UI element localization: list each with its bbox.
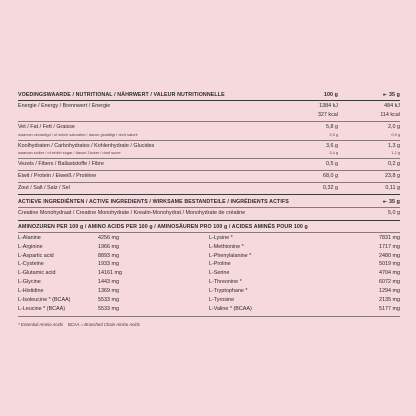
amino-value: 5533 mg <box>98 297 119 304</box>
amino-footnote: * Essential Amino Acids BCAA = Branched Chain Amino Acids <box>18 321 140 327</box>
carbs-serving: 1,3 g <box>388 142 400 149</box>
protein-100g: 68,0 g <box>323 172 338 179</box>
amino-name: L-Tyrosine <box>209 297 235 304</box>
amino-value: 4256 mg <box>98 234 119 241</box>
amino-name: L-Valine * (BCAA) <box>209 306 252 312</box>
salt-label: Zout / Salt / Salz / Sel <box>18 184 70 191</box>
amino-row <box>18 296 209 305</box>
amino-value: 2135 mg <box>379 297 400 304</box>
amino-value: 1717 mg <box>379 243 400 250</box>
nutrition-header-row <box>18 92 400 100</box>
active-header: ACTIEVE INGREDIËNTEN / ACTIVE INGREDIENTS / WIRKSAME BESTANDTEILE / INGRÉDIENTS ACTIFS <box>18 199 289 206</box>
energy-kcal-serving: 114 kcal <box>380 111 400 118</box>
amino-row <box>209 252 400 261</box>
energy-kj-serving: 484 kJ <box>384 103 400 109</box>
amino-name: L-Arginine <box>18 243 43 250</box>
salt-serving: 0,11 g <box>385 184 400 191</box>
serving-arrow-icon: ⇤ <box>383 92 387 97</box>
amino-value: 5177 mg <box>379 306 400 312</box>
fibre-serving: 0,2 g <box>388 161 400 168</box>
sugar-serving: 1,2 g <box>391 150 400 156</box>
amino-row <box>209 234 400 243</box>
amino-value: 1294 mg <box>379 288 400 295</box>
energy-kj-100g: 1384 kJ <box>319 103 338 109</box>
creatine-label: Creatine Monohydraat / Creatine Monohydrate / Kreatin-Monohydrat / Monohydrate de créatine <box>18 210 246 217</box>
amino-row <box>209 260 400 269</box>
fat-label: Vet / Fat / Fett / Graisse <box>18 124 75 131</box>
amino-value: 5533 mg <box>98 306 119 312</box>
amino-value: 5019 mg <box>379 261 400 268</box>
amino-header-row <box>18 221 400 232</box>
amino-value: 4704 mg <box>379 270 400 277</box>
energy-kcal-100g: 327 kcal <box>317 111 338 118</box>
nutrition-header: VOEDINGSWAARDE / NUTRITIONAL / NÄHRWERT / VALEUR NUTRITIONNELLE <box>18 92 225 98</box>
amino-value: 2480 mg <box>379 252 400 259</box>
amino-row <box>18 305 209 314</box>
amino-row <box>209 296 400 305</box>
amino-left-column <box>18 234 209 314</box>
fat-100g: 5,8 g <box>326 124 338 131</box>
amino-row <box>18 269 209 278</box>
sugar-100g: 3,4 g <box>329 150 338 156</box>
serving-arrow-icon: ⇤ <box>383 199 387 205</box>
amino-name: L-Leucine * (BCAA) <box>18 306 66 312</box>
salt-100g: 0,32 g <box>323 184 338 191</box>
protein-label: Eiwit / Protein / Eiweiß / Protéine <box>18 172 97 179</box>
saturated-fat-100g: 2,5 g <box>329 131 338 137</box>
carbs-100g: 3,6 g <box>326 142 338 149</box>
amino-header: AMINOZUREN PER 100 g / AMINO ACIDS PER 100 g / AMINOSÄUREN PRO 100 g / ACIDES AMINÉS POUR 100 g <box>18 223 308 230</box>
amino-row <box>209 305 400 314</box>
amino-value: 8893 mg <box>98 252 119 259</box>
amino-row <box>209 278 400 287</box>
saturated-fat-row <box>18 132 400 138</box>
col-100g-header: 100 g <box>323 92 338 98</box>
amino-value: 14161 mg <box>98 270 122 277</box>
amino-name: L-Isoleucine * (BCAA) <box>18 297 71 304</box>
amino-name: L-Histidine <box>18 288 44 295</box>
amino-value: 1443 mg <box>98 279 119 286</box>
amino-name: L-Methionine * <box>209 243 244 250</box>
fat-row <box>18 123 400 132</box>
fibre-label: Vezels / Fibers / Ballaststoffe / Fibre <box>18 161 104 168</box>
amino-row <box>18 252 209 261</box>
energy-kcal-row <box>18 111 400 120</box>
amino-row <box>209 243 400 252</box>
amino-right-column <box>209 234 400 314</box>
amino-value: 7831 mg <box>379 234 400 241</box>
creatine-row <box>18 208 400 218</box>
amino-name: L-Glutamic acid <box>18 270 56 277</box>
fibre-row <box>18 159 400 169</box>
amino-name: L-Threonine * <box>209 279 242 286</box>
amino-row <box>18 243 209 252</box>
amino-value: 1933 mg <box>98 261 119 268</box>
amino-name: L-Tryptophane * <box>209 288 248 295</box>
amino-row <box>18 287 209 296</box>
col-serving-label: 35 g <box>389 92 400 98</box>
fat-serving: 2,0 g <box>388 124 400 131</box>
amino-value: 1369 mg <box>98 288 119 295</box>
energy-row <box>18 102 400 111</box>
amino-row <box>209 269 400 278</box>
amino-row <box>18 260 209 269</box>
protein-row <box>18 171 400 181</box>
amino-name: L-Cysteine <box>18 261 44 268</box>
active-header-row <box>18 195 400 207</box>
saturated-fat-serving: 0,9 g <box>391 131 400 137</box>
amino-value: 6072 mg <box>379 279 400 286</box>
fibre-100g: 0,5 g <box>326 161 338 168</box>
creatine-value: 5,0 g <box>388 210 400 217</box>
amino-name: L-Alanine <box>18 234 41 241</box>
salt-row <box>18 183 400 193</box>
active-serving-header <box>338 199 400 205</box>
saturated-fat-label: waarvan verzadigd / of which saturated / davon gesättigt / dont saturé <box>18 131 138 137</box>
energy-label: Energie / Energy / Brennwert / Energie <box>18 103 111 109</box>
amino-name: L-Aspartic acid <box>18 252 54 259</box>
amino-row <box>18 278 209 287</box>
protein-serving: 23,8 g <box>385 172 400 179</box>
carbs-label: Koolhydraten / Carbohydrates / Kohlenhydrate / Glucides <box>18 142 155 149</box>
nutrition-label <box>18 92 400 327</box>
col-serving-header <box>338 92 400 98</box>
amino-name: L-Phenylalanine * <box>209 252 252 259</box>
sugar-label: waarvan suiker / of which sugar / davon Zucker / dont sucre <box>18 150 121 156</box>
amino-name: L-Lysine * <box>209 234 233 241</box>
sugar-row <box>18 150 400 156</box>
amino-row <box>18 234 209 243</box>
carbs-row <box>18 142 400 151</box>
amino-row <box>209 287 400 296</box>
amino-name: L-Proline <box>209 261 231 268</box>
amino-value: 1966 mg <box>98 243 119 250</box>
amino-table <box>18 233 400 314</box>
active-serving-label: 35 g <box>389 199 400 206</box>
amino-name: L-Glycine <box>18 279 41 286</box>
amino-name: L-Serine <box>209 270 230 277</box>
